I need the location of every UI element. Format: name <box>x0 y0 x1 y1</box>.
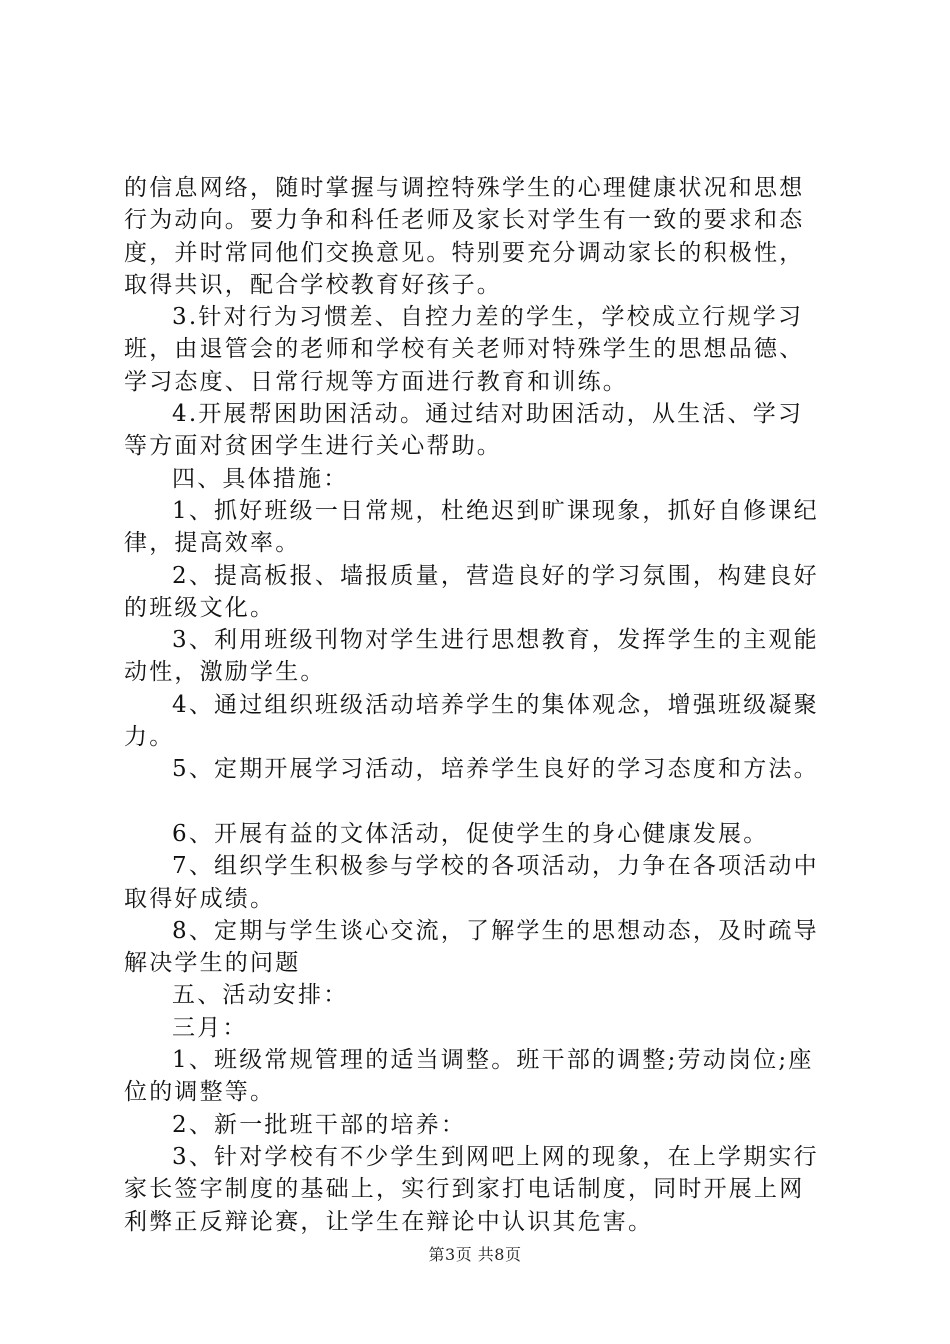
text-line: 2、新一批班干部的培养： <box>172 1111 467 1138</box>
text-line: 取得共识，配合学校教育好孩子。 <box>124 271 502 298</box>
text-line: 行为动向。要力争和科任老师及家长对学生有一致的要求和态 <box>124 207 805 234</box>
text-line: 5、定期开展学习活动，培养学生良好的学习态度和方法。 <box>172 756 819 783</box>
text-line: 的信息网络，随时掌握与调控特殊学生的心理健康状况和思想 <box>124 175 805 201</box>
text-line: 4、通过组织班级活动培养学生的集体观念，增强班级凝聚 <box>172 691 819 718</box>
text-line: 家长签字制度的基础上，实行到家打电话制度，同时开展上网 <box>124 1176 805 1203</box>
page-number-footer: 第3页 共8页 <box>428 1245 522 1264</box>
text-line: 力。 <box>124 724 175 751</box>
text-line: 1、抓好班级一日常规，杜绝迟到旷课现象，抓好自修课纪 <box>172 497 819 524</box>
text-line: 学习态度、日常行规等方面进行教育和训练。 <box>124 368 628 395</box>
section-heading: 五、活动安排： <box>172 982 349 1009</box>
text-line: 1、班级常规管理的适当调整。班干部的调整;劳动岗位;座 <box>172 1047 814 1074</box>
text-line: 律，提高效率。 <box>124 530 301 557</box>
text-line: 3.针对行为习惯差、自控力差的学生，学校成立行规学习 <box>172 304 804 331</box>
text-line: 动性，激励学生。 <box>124 659 326 686</box>
text-line: 度，并时常同他们交换意见。特别要充分调动家长的积极性， <box>124 239 805 266</box>
text-line: 等方面对贫困学生进行关心帮助。 <box>124 433 502 460</box>
text-line: 解决学生的问题 <box>124 950 301 977</box>
text-line: 班，由退管会的老师和学校有关老师对特殊学生的思想品德、 <box>124 336 805 363</box>
text-line: 3、利用班级刊物对学生进行思想教育，发挥学生的主观能 <box>172 627 819 654</box>
text-line: 3、针对学校有不少学生到网吧上网的现象，在上学期实行 <box>172 1143 819 1170</box>
section-heading: 四、具体措施： <box>172 465 349 492</box>
text-line: 6、开展有益的文体活动，促使学生的身心健康发展。 <box>172 820 769 847</box>
text-line: 8、定期与学生谈心交流，了解学生的思想动态，及时疏导 <box>172 917 819 944</box>
text-line: 位的调整等。 <box>124 1079 276 1106</box>
text-line: 7、组织学生积极参与学校的各项活动，力争在各项活动中 <box>172 853 819 880</box>
blank-line <box>124 786 832 818</box>
text-line: 4.开展帮困助困活动。通过结对助困活动，从生活、学习 <box>172 401 804 428</box>
text-line: 利弊正反辩论赛，让学生在辩论中认识其危害。 <box>124 1208 654 1235</box>
text-line: 取得好成绩。 <box>124 885 276 912</box>
text-line: 的班级文化。 <box>124 594 276 621</box>
text-line: 2、提高板报、墙报质量，营造良好的学习氛围，构建良好 <box>172 562 819 589</box>
document-body <box>124 172 832 1238</box>
subsection-heading: 三月： <box>172 1014 248 1041</box>
